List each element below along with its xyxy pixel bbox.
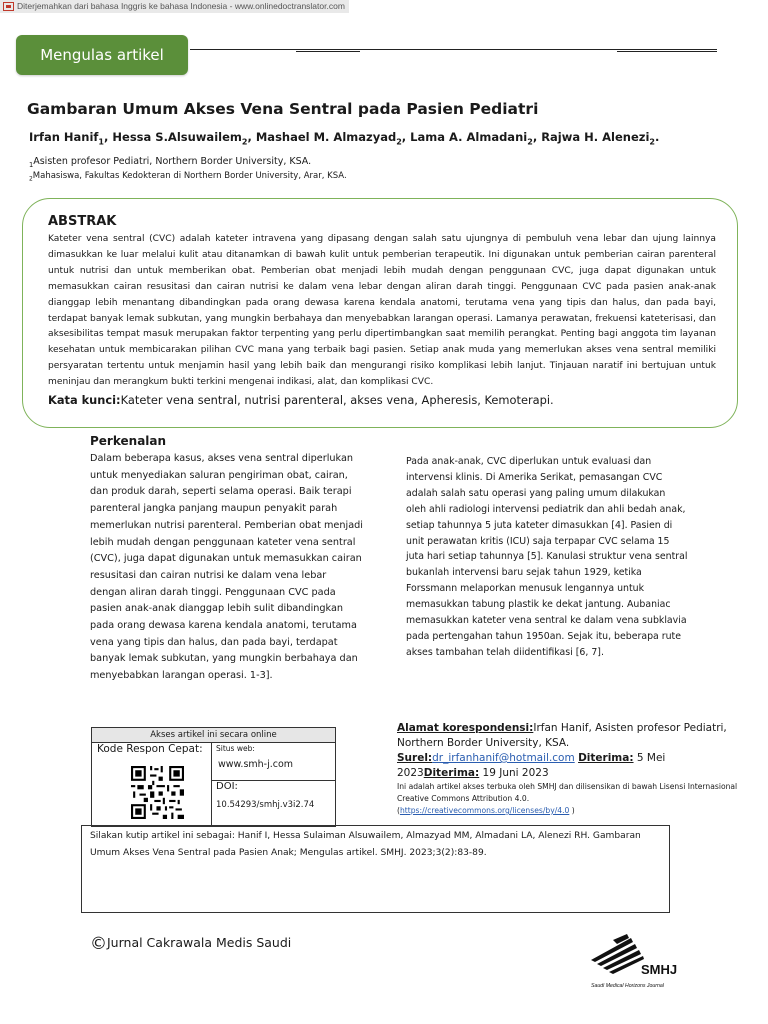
journal-copyright — [90, 934, 291, 954]
intro-column-right: Pada anak-anak, CVC diperlukan untuk evaluasi dan intervensi klinis. Di Amerika Serikat, pemasangan CVC adalah salah satu operasi yang paling umum dilakukan oleh ahli radiologi intervensi pediatrik dan ahli bedah anak, setiap tahunnya 5 juta kateter dimasukkan [4]. Pasien di unit perawatan kritis (ICU) saja terpapar CVC selama 15 juta hari setiap tahunnya [5]. Kanulasi struktur vena sentral bukanlah intervensi baru sejak tahun 1929, ketika Forssmann melaporkan menusuk lengannya untuk memasukkan tabung plastik ke dekat jantung. Aubaniac memasukkan kateter vena sentral ke dalam vena subklavia pada pertengahan tahun 1950an. Sejak itu, beberapa rute akses tambahan telah diidentifikasi [6, 7]. — [406, 456, 688, 658]
affiliation-text: Asisten profesor Pediatri, Northern Border University, KSA. — [33, 156, 312, 167]
email-link[interactable]: dr_irfanhanif@hotmail.com — [432, 752, 575, 764]
author-name: Irfan Hanif — [29, 130, 99, 144]
received-date: 5 Mei 2023 — [397, 752, 666, 779]
author-name: Lama A. Almadani — [410, 130, 528, 144]
table-divider — [211, 742, 212, 827]
affiliation-number: 1 — [29, 160, 34, 169]
qr-code-icon[interactable] — [131, 765, 184, 820]
author-affiliation-number: 1 — [98, 137, 105, 147]
author-affiliation-number: 2 — [649, 137, 656, 147]
accepted-date: 19 Juni 2023 — [482, 767, 549, 779]
intro-column-left: Dalam beberapa kasus, akses vena sentral diperlukan untuk menyediakan saluran pengiriman obat, cairan, dan produk darah, seperti selama operasi. Baik terapi parenteral jangka panjang maupun penyakit parah memerlukan nutrisi parenteral. Pemberian obat menjadi lebih mudah dengan penggunaan kateter vena sentral (CVC), juga dapat digunakan untuk memasukkan cairan resusitasi dan cairan nutrisi ke dalam vena lebar dengan aliran darah tinggi. Penggunaan CVC pada pasien anak-anak dianggap lebih sulit dibandingkan pada orang dewasa karena kendala anatomi, terutama vena yang tipis dan halus, dan pada bayi, terdapat banyak lemak subkutan, yang mungkin berbahaya dan menyebabkan larangan operasi. 1-3]. — [90, 453, 363, 682]
keywords-label: Kata kunci: — [48, 393, 121, 407]
keywords — [48, 393, 716, 407]
email-label: Surel: — [397, 752, 433, 764]
author-name: Rajwa H. Alenezi — [541, 130, 650, 144]
website-label: Situs web: — [216, 744, 255, 753]
received-label: Diterima: — [578, 752, 634, 764]
abstract-heading: ABSTRAK — [48, 214, 117, 229]
author-affiliation-number: 2 — [527, 137, 533, 147]
qr-code-label: Kode Respon Cepat: — [97, 743, 203, 755]
journal-name: Jurnal Cakrawala Medis Saudi — [107, 935, 292, 950]
license-text: Ini adalah artikel akses terbuka oleh SMHJ dan dilisensikan di bawah Lisensi Internasional Creative Commons Attribution 4.0. — [397, 782, 738, 803]
correspondence-label: Alamat korespondensi: — [397, 722, 534, 734]
translator-banner-text: Diterjemahkan dari bahasa Inggris ke bahasa Indonesia - www.onlinedoctranslator.com — [17, 1, 345, 11]
keywords-text: Kateter vena sentral, nutrisi parenteral, akses vena, Apheresis, Kemoterapi. — [120, 393, 554, 407]
license-link-line: (https://creativecommons.org/licenses/by/4.0 ) — [397, 806, 575, 815]
copyright-icon: © — [90, 934, 107, 954]
header-rule — [190, 49, 717, 50]
author-name: Hessa S.Alsuwailem — [112, 130, 242, 144]
article-type-badge: Mengulas artikel — [16, 35, 188, 75]
website-link[interactable]: www.smh-j.com — [218, 759, 294, 770]
citation-box: Silakan kutip artikel ini sebagai: Hanif I, Hessa Sulaiman Alsuwailem, Almazyad MM, Almadani LA, Alenezi RH. Gambaran Umum Akses Vena Sentral pada Pasien Anak; Mengulas artikel. SMHJ. 2023;3(2):83-89. — [81, 825, 670, 913]
translator-banner[interactable] — [0, 0, 349, 13]
header-rule-accent — [617, 51, 717, 52]
header-rule-accent — [296, 51, 360, 52]
access-table-header: Akses artikel ini secara online — [92, 728, 335, 743]
doi-value[interactable]: 10.54293/smhj.v3i2.74 — [216, 800, 315, 810]
article-title: Gambaran Umum Akses Vena Sentral pada Pasien Pediatri — [27, 100, 539, 118]
author-list: Irfan Hanif$_1$, Hessa S.Alsuwailem$_2$, Mashael M. Almazyad$_2$, Lama A. Almadani$_2$, Rajwa H. Alenezi$_2$. — [29, 130, 660, 147]
smhj-logo-subtitle: Saudi Medical Horizons Journal — [591, 983, 664, 989]
affiliation-text: Mahasiswa, Fakultas Kedokteran di Northern Border University, Arar, KSA. — [32, 171, 347, 181]
smhj-logo — [583, 930, 683, 990]
section-heading-introduction: Perkenalan — [90, 434, 167, 448]
license-link[interactable]: https://creativecommons.org/licenses/by/4.0 — [399, 806, 570, 815]
smhj-logo-text: SMHJ — [641, 962, 678, 977]
correspondence-block — [397, 721, 747, 817]
online-access-table — [91, 727, 336, 827]
doi-label: DOI: — [216, 781, 238, 792]
affiliation-1 — [29, 156, 311, 169]
accepted-label: Diterima: — [423, 767, 480, 779]
author-affiliation-number: 2 — [241, 137, 248, 147]
author-name: Mashael M. Almazyad — [255, 130, 397, 144]
author-affiliation-number: 2 — [396, 137, 402, 147]
abstract-text: Kateter vena sentral (CVC) adalah kateter intravena yang dipasang dengan salah satu ujungnya di pembuluh vena lebar dan ujung lainnya dimasukkan ke luar melalui kulit atau ditanamkan di bawah kulit untuk pemberian terapeutik. Ini digunakan untuk pemberian cairan parenteral untuk nutrisi dan untuk memberikan obat. Pemberian obat menjadi lebih mudah dengan penggunaan CVC, juga dapat digunakan untuk memasukkan cairan resusitasi dan cairan nutrisi ke dalam vena lebar dengan aliran darah tinggi. Penggunaan CVC pada pasien anak-anak dianggap lebih menantang dibandingkan pada orang dewasa karena kendala anatomi, terutama vena yang tipis dan halus, dan pada bayi, terdapat banyak lemak subkutan, yang mungkin berbahaya dan menyebabkan larangan operasi. Lamanya perawatan, frekuensi kateterisasi, dan aksesibilitas tempat masuk merupakan faktor terpenting yang perlu dipertimbangkan saat memilih perangkat. Penting bagi anggota tim layanan kesehatan untuk membicarakan pilihan CVC mana yang terbaik bagi pasien. Setiap anak muda yang memerlukan akses vena sentral memiliki persyaratan tertentu untuk menjamin hasil yang lebih baik dan mengurangi risiko komplikasi lebih lanjut. Tinjauan naratif ini bertujuan untuk meninjau dan merangkum bukti terkini mengenai indikasi, alat, dan komplikasi CVC. — [48, 234, 716, 388]
translator-logo-icon — [3, 2, 14, 11]
affiliation-2 — [29, 171, 347, 183]
correspondence-text: Irfan Hanif, Asisten profesor Pediatri, Northern Border University, KSA. — [397, 722, 727, 749]
affiliation-number: 2 — [29, 175, 33, 183]
